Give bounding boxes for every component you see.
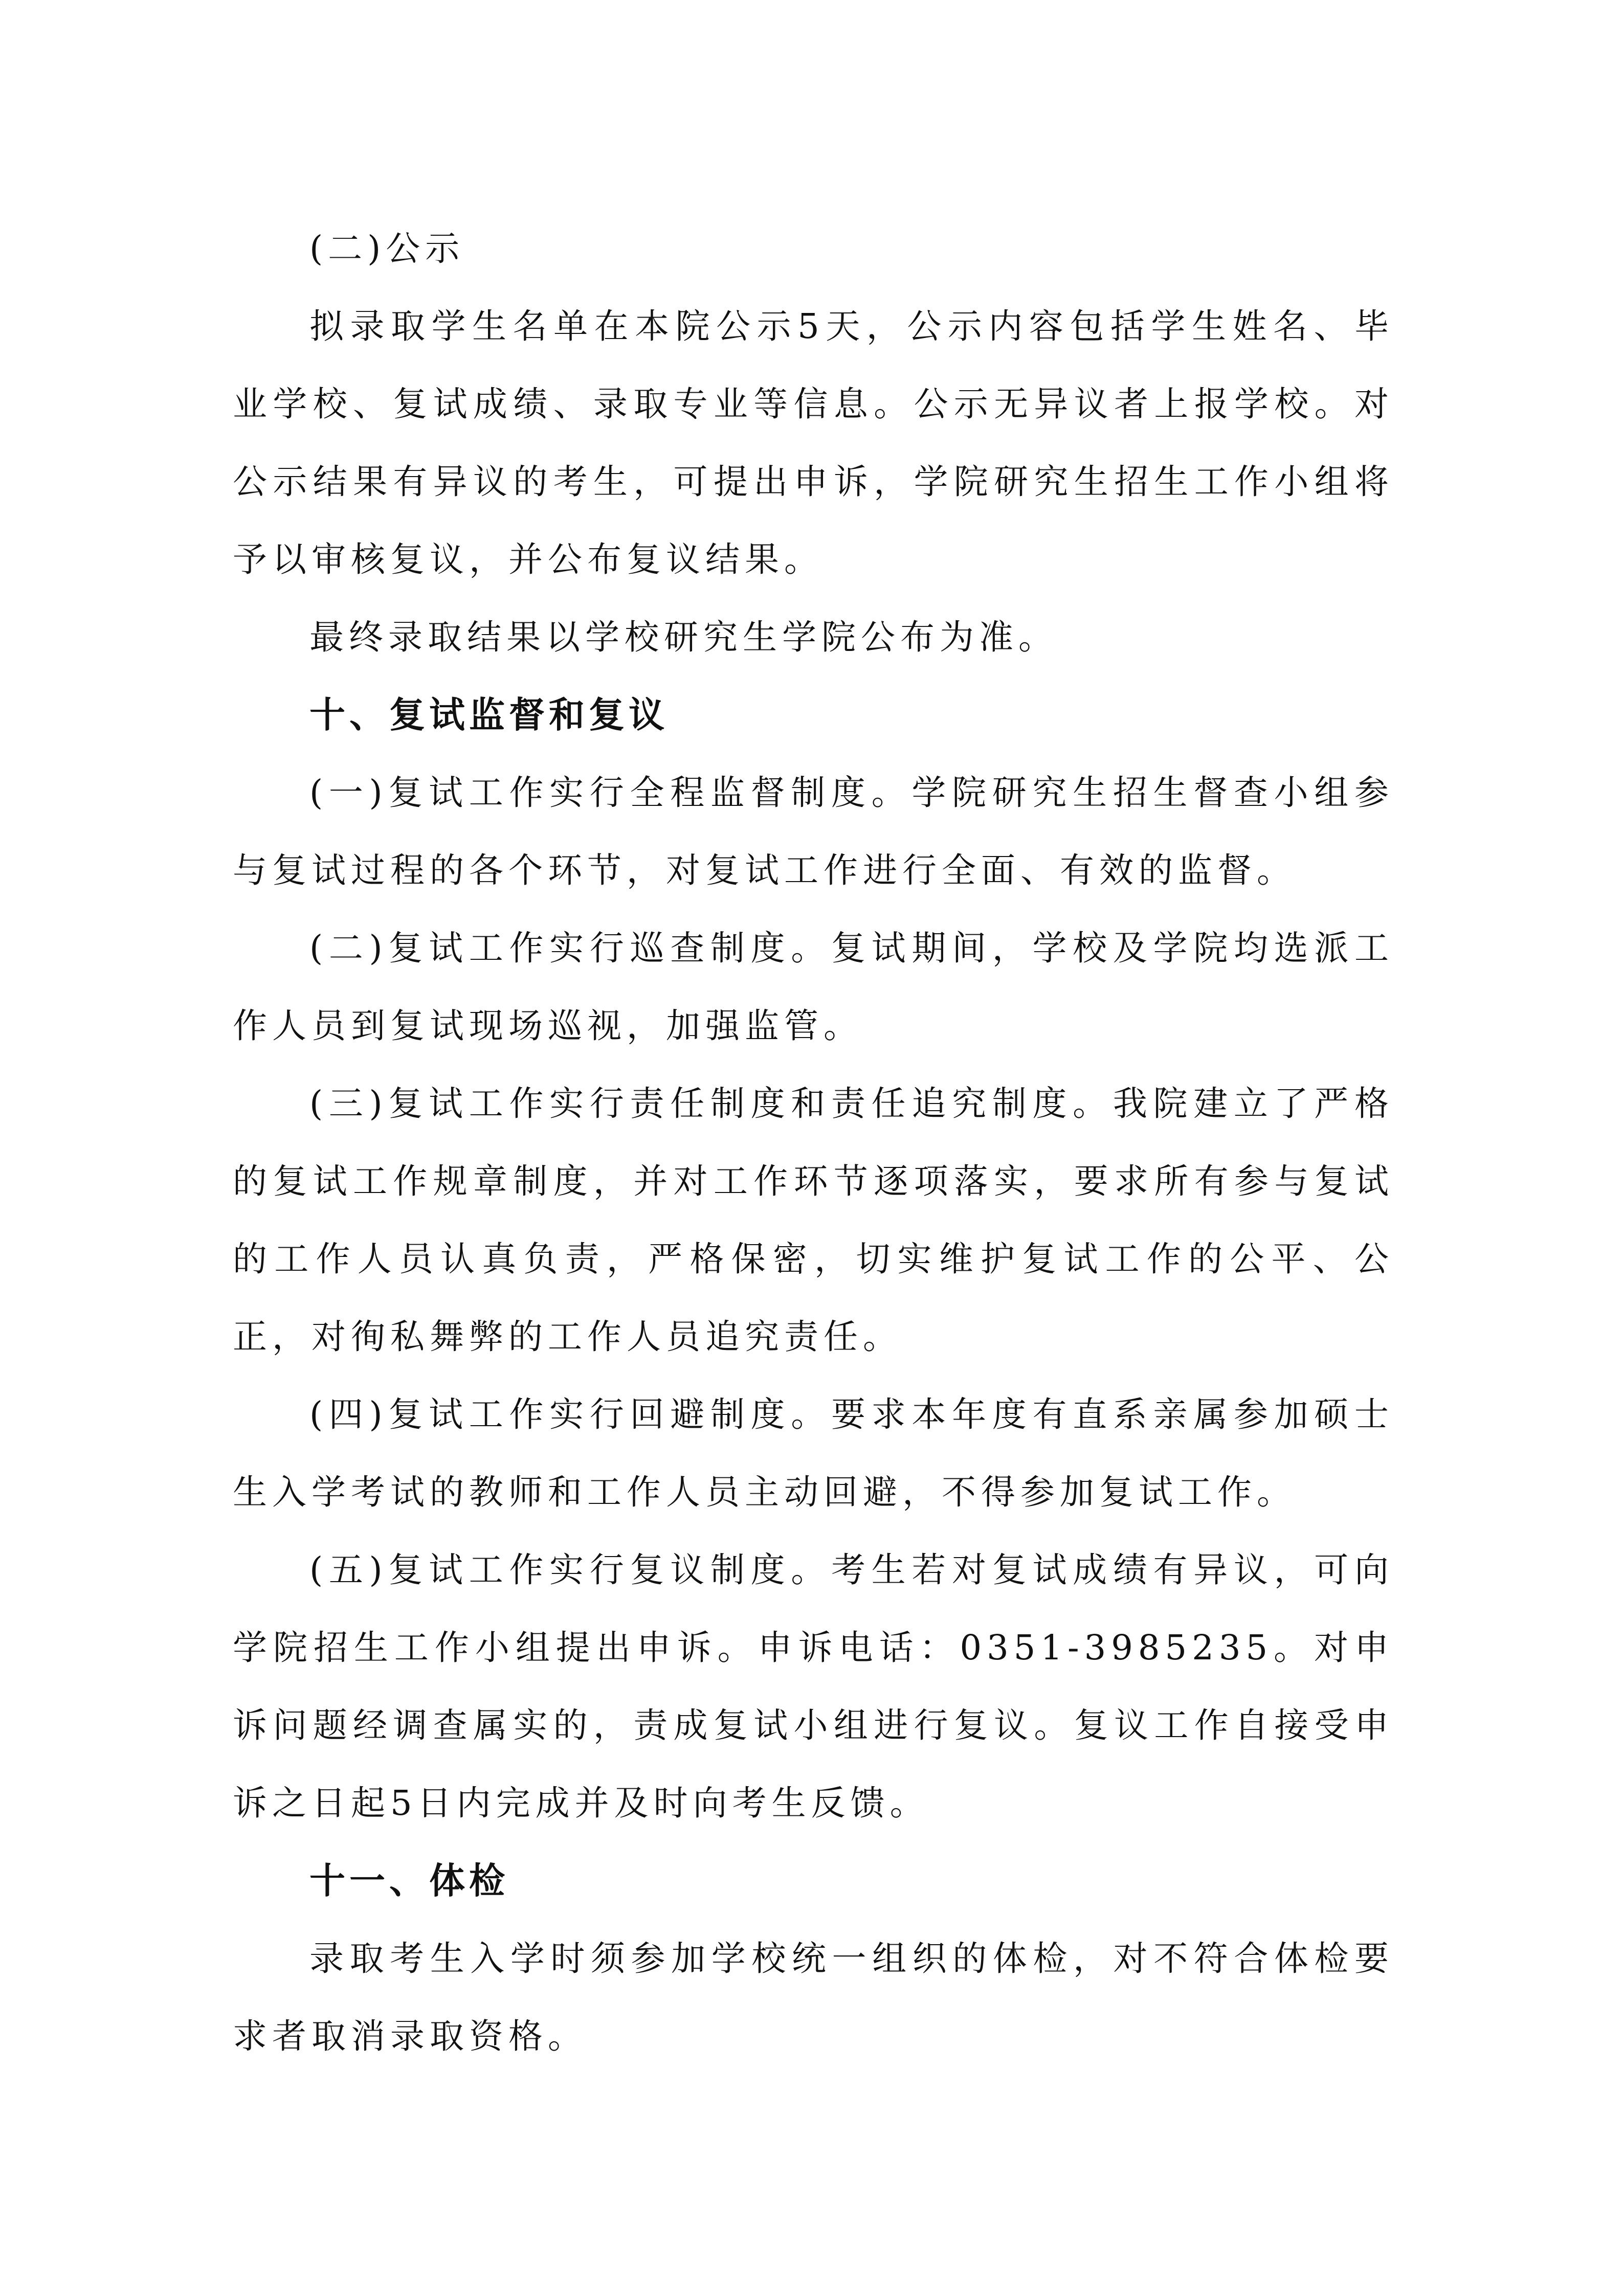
- paragraph-physical-exam: 录取考生入学时须参加学校统一组织的体检，对不符合体检要求者取消录取资格。: [233, 1939, 1394, 2056]
- paragraph-supervision-item-5: (五)复试工作实行复议制度。考生若对复试成绩有异议，可向学院招生工作小组提出申诉。申诉电话：0351-3985235。对申诉问题经调查属实的，责成复试小组进行复议。复议工作自接受申诉之日起5日内完成并及时向考生反馈。: [233, 1550, 1394, 1823]
- heading-supervision-review: 十、复试监督和复议: [309, 694, 669, 736]
- paragraph-supervision-item-4: (四)复试工作实行回避制度。要求本年度有直系亲属参加硕士生入学考试的教师和工作人员主动回避，不得参加复试工作。: [233, 1394, 1394, 1512]
- paragraph-supervision-item-3: (三)复试工作实行责任制度和责任追究制度。我院建立了严格的复试工作规章制度，并对工作环节逐项落实，要求所有参与复试的工作人员认真负责，严格保密，切实维护复试工作的公平、公正，对徇私舞弊的工作人员追究责任。: [233, 1084, 1394, 1357]
- heading-physical-exam: 十一、体检: [309, 1860, 509, 1902]
- paragraph-publicity-content: 拟录取学生名单在本院公示5天，公示内容包括学生姓名、毕业学校、复试成绩、录取专业等信息。公示无异议者上报学校。对公示结果有异议的考生，可提出申诉，学院研究生招生工作小组将予以审核复议，并公布复议结果。: [233, 306, 1394, 579]
- paragraph-supervision-item-1: (一)复试工作实行全程监督制度。学院研究生招生督查小组参与复试过程的各个环节，对复试工作进行全面、有效的监督。: [233, 773, 1394, 890]
- subheading-publicity: (二)公示: [309, 229, 465, 268]
- document-page: [233, 210, 1394, 2075]
- paragraph-final-admission: 最终录取结果以学校研究生学院公布为准。: [309, 617, 1058, 657]
- paragraph-supervision-item-2: (二)复试工作实行巡查制度。复试期间，学校及学院均选派工作人员到复试现场巡视，加强监管。: [233, 928, 1394, 1046]
